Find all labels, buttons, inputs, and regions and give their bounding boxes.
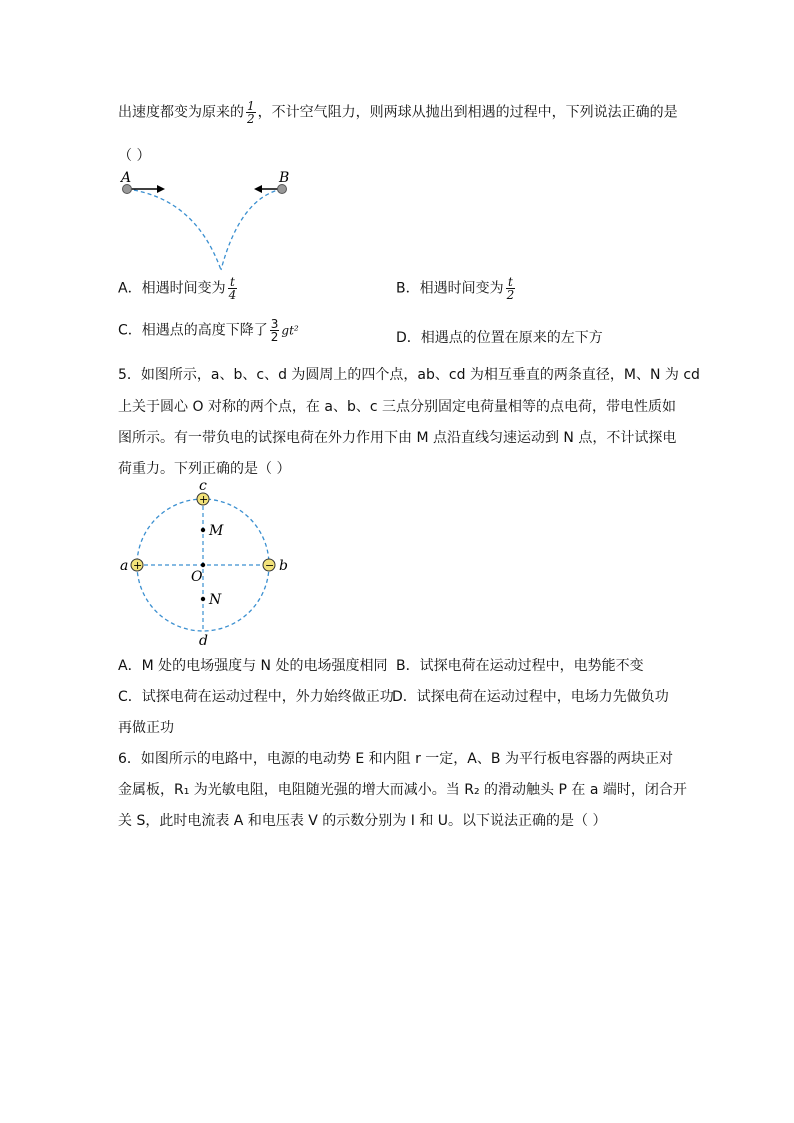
q4-option-c: C．相遇点的高度下降了 $\frac{3}{2}$ gt² <box>118 317 299 344</box>
q4-trajectory-b <box>221 189 282 270</box>
q4-option-b-fraction: $\frac{t}{2}$ <box>506 275 515 302</box>
q4-blank: （ ） <box>118 148 151 164</box>
q4-label-a: A <box>121 170 132 186</box>
q5-label-m: M <box>209 523 224 539</box>
q6-line-1: 6．如图所示的电路中，电源的电动势 E 和内阻 r 一定，A、B 为平行板电容器的两块正对 <box>118 751 673 767</box>
q4-option-c-suffix: gt² <box>281 323 299 338</box>
q5-point-n <box>201 597 205 601</box>
q4-option-a-fraction: $\frac{t}{4}$ <box>228 275 237 302</box>
q4-option-c-fraction: $\frac{3}{2}$ <box>270 317 279 344</box>
q4-trajectory-a <box>127 189 221 270</box>
q4-option-b: B．相遇时间变为 $\frac{t}{2}$ <box>396 275 515 302</box>
q5-option-c: C．试探电荷在运动过程中，外力始终做正功 <box>118 689 394 705</box>
q4-label-b: B <box>279 170 290 186</box>
q4-stem <box>118 100 678 125</box>
q5-option-b: B．试探电荷在运动过程中，电势能不变 <box>396 658 644 674</box>
svg-text:−: − <box>265 559 275 572</box>
q5-point-m <box>201 528 205 532</box>
q5-label-b: b <box>279 558 288 574</box>
q4-option-d: D．相遇点的位置在原来的左下方 <box>396 330 603 346</box>
q4-diagram <box>115 168 300 278</box>
q5-option-d: D．试探电荷在运动过程中，电场力先做负功 <box>392 689 669 705</box>
q4-stem-a: 出速度都变为原来的 <box>118 104 244 121</box>
q5-label-o: O <box>191 569 203 585</box>
q5-option-d-cont: 再做正功 <box>118 720 174 736</box>
q4-stem-b: ，不计空气阻力，则两球从抛出到相遇的过程中，下列说法正确的是 <box>257 104 678 121</box>
q5-option-a: A．M 处的电场强度与 N 处的电场强度相同 <box>118 658 388 674</box>
q4-stem-fraction: $\frac{1}{2}$ <box>247 99 255 126</box>
q5-diagram <box>115 478 295 650</box>
q5-line-1: 5．如图所示，a、b、c、d 为圆周上的四个点，ab、cd 为相互垂直的两条直径，M、N 为 cd <box>118 367 700 383</box>
svg-text:+: + <box>199 493 209 506</box>
q5-label-n: N <box>209 592 222 608</box>
q5-label-a: a <box>120 558 129 574</box>
svg-text:+: + <box>133 559 143 572</box>
q5-line-2: 上关于圆心 O 对称的两个点，在 a、b、c 三点分别固定电荷量相等的点电荷，带电性质如 <box>118 399 676 415</box>
q5-label-c: c <box>199 478 207 494</box>
q5-label-d: d <box>199 633 208 649</box>
q5-line-4: 荷重力。下列正确的是（ ） <box>118 461 291 477</box>
q6-line-2: 金属板，R₁ 为光敏电阻，电阻随光强的增大而减小。当 R₂ 的滑动触头 P 在 a 端时，闭合开 <box>118 782 687 798</box>
q5-point-o <box>201 563 205 567</box>
q4-option-a: A．相遇时间变为 $\frac{t}{4}$ <box>118 275 237 302</box>
q5-line-3: 图所示。有一带负电的试探电荷在外力作用下由 M 点沿直线匀速运动到 N 点，不计试探电 <box>118 430 677 446</box>
q6-line-3: 关 S，此时电流表 A 和电压表 V 的示数分别为 I 和 U。以下说法正确的是（ ） <box>118 813 607 829</box>
